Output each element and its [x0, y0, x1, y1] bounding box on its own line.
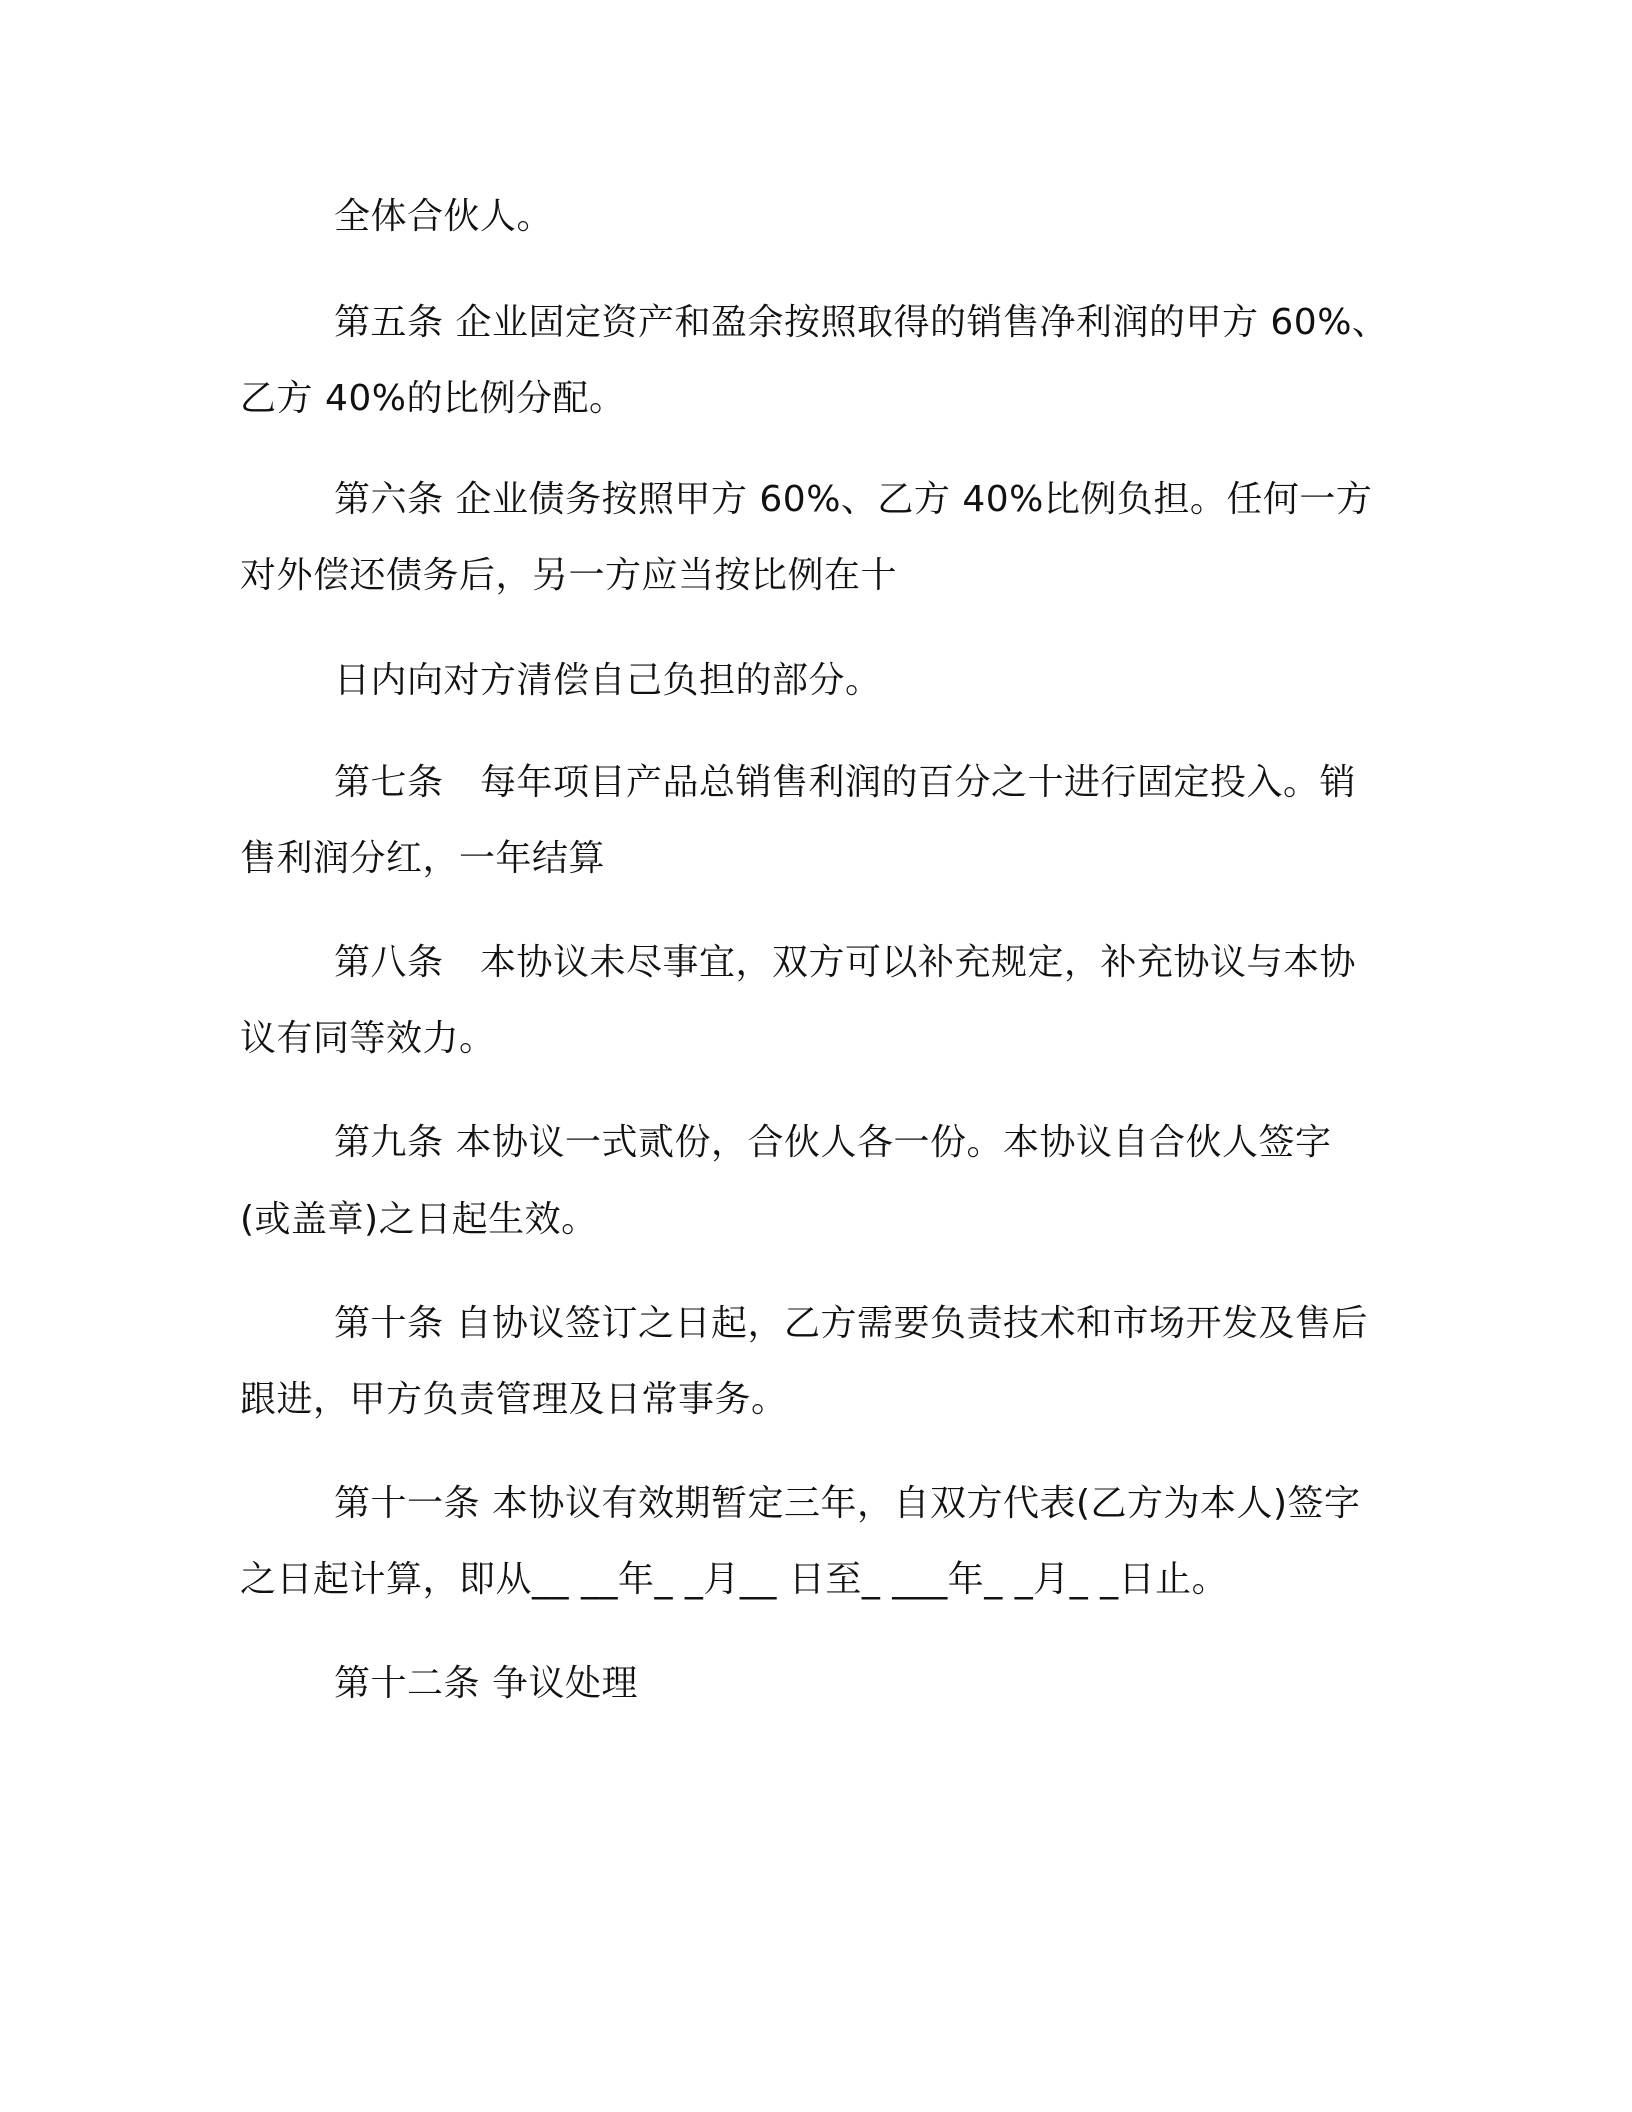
article-8-line-2: 议有同等效力。	[240, 1018, 496, 1059]
article-6-line-1: 第六条 企业债务按照甲方 60%、乙方 40%比例负担。任何一方	[334, 479, 1373, 520]
article-7-line-2: 售利润分红，一年结算	[240, 838, 606, 879]
article-7-line-1: 第七条 每年项目产品总销售利润的百分之十进行固定投入。销	[334, 762, 1357, 803]
article-5-line-2: 乙方 40%的比例分配。	[240, 378, 626, 419]
article-9-line-1: 第九条 本协议一式贰份，合伙人各一份。本协议自合伙人签字	[334, 1122, 1332, 1163]
article-11-line-1: 第十一条 本协议有效期暂定三年，自双方代表(乙方为本人)签字	[334, 1483, 1361, 1524]
article-10-line-1: 第十条 自协议签订之日起，乙方需要负责技术和市场开发及售后	[334, 1303, 1368, 1344]
article-10-line-2: 跟进，甲方负责管理及日常事务。	[240, 1379, 788, 1420]
article-8-line-1: 第八条 本协议未尽事宜，双方可以补充规定，补充协议与本协	[334, 942, 1357, 983]
text-line-1: 全体合伙人。	[334, 196, 554, 237]
article-11-line-2: 之日起计算，即从__ __年_ _月__ 日至_ ___年_ _月_ _日止。	[240, 1559, 1229, 1600]
article-5-line-1: 第五条 企业固定资产和盈余按照取得的销售净利润的甲方 60%、	[334, 302, 1389, 343]
article-9-line-2: (或盖章)之日起生效。	[240, 1199, 598, 1240]
article-6-line-2: 对外偿还债务后，另一方应当按比例在十	[240, 555, 898, 596]
article-12-heading: 第十二条 争议处理	[334, 1663, 638, 1704]
article-6-line-3: 日内向对方清偿自己负担的部分。	[334, 660, 882, 701]
